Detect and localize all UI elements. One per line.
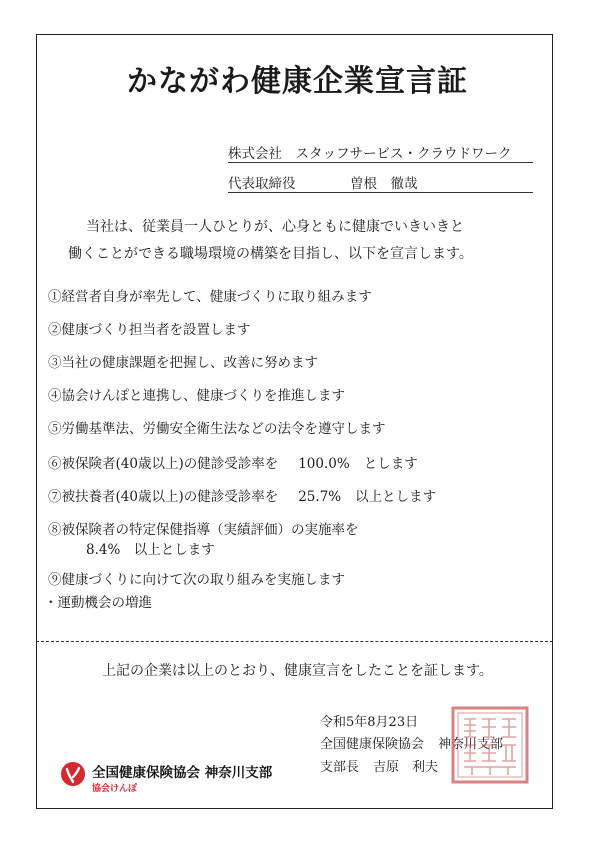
intro-line-1: 当社は、従業員一人ひとりが、心身ともに健康でいきいきと: [86, 219, 464, 235]
item-7-text: ⑦被扶養者(40歳以上)の健診受診率を: [48, 489, 279, 505]
certification-statement: 上記の企業は以上のとおり、健康宣言をしたことを証します。: [102, 663, 493, 679]
initiative-item: ・運動機会の増進: [44, 595, 152, 611]
company-name-line: [228, 140, 533, 163]
declaration-item-7: [48, 485, 436, 505]
declaration-item-1: ①経営者自身が率先して、健康づくりに取り組みます: [48, 289, 372, 305]
issue-date: 令和5年8月23日: [320, 715, 419, 730]
declaration-item-2: ②健康づくり担当者を設置します: [48, 322, 251, 338]
item-7-suffix: 以上とします: [355, 489, 437, 505]
chief-name: 吉原 利夫: [373, 760, 439, 775]
item-6-text: ⑥被保険者(40歳以上)の健診受診率を: [48, 456, 279, 472]
section-divider: [36, 641, 553, 642]
item-6-value: 100.0%: [298, 456, 350, 472]
official-seal-stamp: [450, 705, 530, 785]
chief-title: 支部長: [320, 760, 360, 775]
representative-line: [228, 170, 533, 193]
logo-main-text: 全国健康保険協会 神奈川支部: [92, 765, 273, 781]
representative-name: 曽根 徹哉: [350, 176, 418, 192]
company-name: 株式会社 スタッフサービス・クラウドワーク: [228, 146, 512, 162]
kyokai-kenpo-logo: [60, 755, 300, 803]
declaration-item-5: ⑤労働基準法、労働安全衛生法などの法令を遵守します: [48, 421, 386, 437]
declaration-item-3: ③当社の健康課題を把握し、改善に努めます: [48, 355, 318, 371]
declaration-item-9: ⑨健康づくりに向けて次の取り組みを実施します: [48, 572, 345, 588]
certificate-title: かながわ健康企業宣言証: [127, 64, 468, 99]
issuer-org-name: 全国健康保険協会: [320, 737, 425, 752]
item-7-value: 25.7%: [298, 489, 342, 505]
declaration-item-6: [48, 452, 418, 472]
item-6-suffix: とします: [363, 456, 418, 472]
logo-sub-text: 協会けんぽ: [92, 784, 138, 794]
issuer-branch: 神奈川支部: [438, 737, 504, 752]
intro-line-2: 働くことができる職場環境の構築を目指し、以下を宣言します。: [68, 246, 473, 262]
issuer-chief: [320, 756, 438, 775]
kyokai-kenpo-logo-icon: [60, 761, 86, 787]
declaration-item-8: ⑧被保険者の特定保健指導（実績評価）の実施率を: [48, 522, 359, 538]
declaration-item-4: ④協会けんぽと連携し、健康づくりを推進します: [48, 388, 345, 404]
representative-title: 代表取締役: [228, 176, 296, 192]
declaration-intro: [68, 214, 536, 268]
declaration-item-8-line-2: 8.4% 以上とします: [86, 542, 215, 558]
